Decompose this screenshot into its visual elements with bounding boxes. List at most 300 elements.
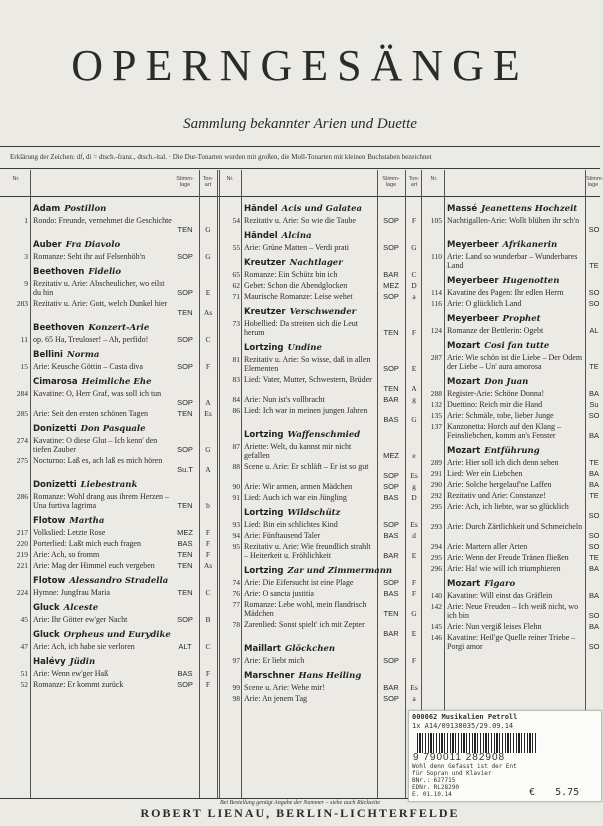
composer-heading — [244, 508, 340, 518]
entry-number: 78 — [232, 620, 240, 629]
col1-key-head: Ton-art — [202, 176, 214, 189]
voice-type: SOP — [383, 243, 399, 252]
entry-number: 293 — [430, 522, 442, 531]
key-signature: E — [411, 629, 417, 638]
key-signature: F — [411, 328, 417, 337]
entry-number: 51 — [20, 669, 28, 678]
composer-name: Lortzing — [244, 508, 284, 518]
composer-heading — [447, 276, 559, 286]
voice-type: BAR — [383, 395, 399, 404]
entry-title: Arie: Land so wunderbar – Wunderbares Land — [447, 252, 578, 270]
composer-heading — [33, 204, 106, 214]
aria-entry — [220, 620, 422, 638]
entry-number: 220 — [16, 539, 28, 548]
entry-title: Kavatine: O diese Glut – Ich kenn' den tiefen Zauber — [33, 436, 158, 454]
opera-title: Don Pasquale — [80, 424, 146, 434]
rule-top — [0, 146, 600, 147]
opera-title: Hans Heiling — [298, 671, 362, 681]
voice-type: AL — [589, 326, 599, 335]
entry-number: 90 — [232, 482, 240, 491]
key-signature: Es — [410, 683, 418, 692]
entry-number: 88 — [232, 462, 240, 471]
key-signature: Es — [410, 471, 418, 480]
entry-number: 124 — [430, 326, 442, 335]
aria-entry — [422, 622, 600, 631]
opera-title: Martha — [69, 516, 105, 526]
entry-number: 135 — [430, 411, 442, 420]
entry-number: 217 — [16, 528, 28, 537]
entry-number: 290 — [430, 480, 442, 489]
composer-name: Händel — [244, 231, 278, 241]
voice-type: BAS — [177, 669, 193, 678]
entry-title: Kavatine: Will einst das Gräflein — [447, 591, 553, 600]
composer-heading — [447, 579, 515, 589]
composer-name: Lortzing — [244, 343, 284, 353]
composer-name: Lortzing — [244, 430, 284, 440]
entry-title: Lied: Ich war in meinen jungen Jahren — [244, 406, 368, 415]
entry-number: 292 — [430, 491, 442, 500]
composer-name: Donizetti — [33, 480, 77, 490]
col1-nr-head: Nr. — [12, 176, 20, 182]
entry-number: 71 — [232, 292, 240, 301]
aria-entry — [422, 542, 600, 551]
aria-entry — [422, 411, 600, 420]
entry-title: Arie: Mag der Himmel euch vergeben — [33, 561, 155, 570]
key-signature: A — [205, 398, 211, 407]
voice-type: SO — [588, 642, 600, 651]
sticker-ednr: EDNr. RL28290 — [412, 784, 459, 791]
aria-entry — [220, 493, 422, 502]
voice-type: BAR — [383, 683, 399, 692]
entry-number: 97 — [232, 656, 240, 665]
voice-type: SO — [588, 611, 600, 620]
composer-name: Bellini — [33, 350, 63, 360]
entry-number: 45 — [20, 615, 28, 624]
entry-title: Porterlied: Laßt mich euch fragen — [33, 539, 141, 548]
aria-entry — [422, 252, 600, 270]
voice-type: SOP — [177, 398, 193, 407]
aria-entry — [0, 615, 219, 624]
entry-number: 81 — [232, 355, 240, 364]
composer-name: Adam — [33, 204, 61, 214]
aria-entry — [220, 319, 422, 337]
entry-number: 99 — [232, 683, 240, 692]
opera-title: Liebestrank — [80, 480, 138, 490]
entry-title: Nocturno: Laß es, ach laß es mich hören — [33, 456, 163, 465]
aria-entry — [220, 292, 422, 301]
composer-name: Mozart — [447, 579, 481, 589]
voice-type: TEN — [177, 561, 193, 570]
opera-title: Alceste — [63, 603, 99, 613]
entry-title: Arie: Wenn ew'ger Haß — [33, 669, 109, 678]
sticker-vendor: 000062 Musikalien Petroll — [412, 713, 518, 721]
aria-entry — [422, 326, 600, 335]
composer-heading — [33, 240, 120, 250]
voice-type: SOP — [383, 656, 399, 665]
entry-number: 76 — [232, 589, 240, 598]
entry-title: Arie: Ach, ich habe sie verloren — [33, 642, 135, 651]
entry-number: 84 — [232, 395, 240, 404]
entry-number: 77 — [232, 600, 240, 609]
composer-name: Flotow — [33, 576, 66, 586]
composer-heading — [33, 480, 137, 490]
entry-number: 74 — [232, 578, 240, 587]
entry-title: Arie: Keusche Göttin – Casta diva — [33, 362, 143, 371]
entry-number: 94 — [232, 531, 240, 540]
aria-entry — [0, 642, 219, 651]
entry-title: Arie: Nun ist's vollbracht — [244, 395, 325, 404]
col3-voice-head: Stimm-lage — [586, 176, 603, 189]
voice-type: BA — [588, 469, 599, 478]
entry-number: 295 — [430, 502, 442, 511]
entry-title: Rezitativ u. Arie: Abscheulicher, wo eilst du hin — [33, 279, 165, 297]
aria-entry — [0, 550, 219, 559]
composer-name: Halévy — [33, 657, 66, 667]
composer-heading — [244, 204, 362, 214]
entry-title: Lied: Bin ein schlichtes Kind — [244, 520, 338, 529]
aria-entry — [220, 482, 422, 491]
composer-name: Gluck — [33, 603, 60, 613]
composer-name: Kreutzer — [244, 258, 286, 268]
entry-title: Arie: Die Eifersucht ist eine Plage — [244, 578, 354, 587]
voice-type: SOP — [177, 615, 193, 624]
aria-entry — [220, 694, 422, 703]
price-sticker — [408, 710, 602, 802]
entry-title: op. 65 Ha, Treuloser! – Ah, perfido! — [33, 335, 149, 344]
composer-name: Maillart — [244, 644, 281, 654]
aria-entry — [422, 469, 600, 478]
voice-type: SOP — [383, 520, 399, 529]
opera-title: Hugenotten — [502, 276, 560, 286]
composer-heading — [33, 516, 104, 526]
key-signature: Es — [410, 520, 418, 529]
voice-type: TE — [589, 261, 599, 270]
key-signature: b — [206, 501, 210, 510]
key-signature: g — [412, 395, 416, 404]
aria-entry — [220, 395, 422, 404]
entry-title: Kanzonetta: Horch auf den Klang – Feinsliebchen, komm an's Fenster — [447, 422, 561, 440]
composer-heading — [33, 424, 146, 434]
voice-type: BAS — [383, 493, 399, 502]
key-signature: E — [411, 364, 417, 373]
entry-number: 62 — [232, 281, 240, 290]
key-signature: D — [411, 281, 417, 290]
aria-entry — [220, 542, 422, 560]
voice-type: MEZ — [383, 281, 399, 290]
entry-number: 11 — [20, 335, 28, 344]
aria-entry — [422, 502, 600, 520]
entry-title: Rezitativ u. Arie: So wie die Taube — [244, 216, 356, 225]
composer-heading — [33, 657, 95, 667]
voice-type: TEN — [177, 501, 193, 510]
key-signature: g — [412, 482, 416, 491]
opera-title: Nachtlager — [289, 258, 343, 268]
key-signature: F — [205, 669, 211, 678]
aria-entry — [220, 578, 422, 587]
voice-type: TEN — [177, 550, 193, 559]
opera-title: Heimliche Ehe — [81, 377, 152, 387]
entry-number: 140 — [430, 591, 442, 600]
key-signature: G — [411, 415, 417, 424]
entry-title: Arie: Neue Freuden – Ich weiß nicht, wo ich bin — [447, 602, 579, 620]
composer-name: Auber — [33, 240, 62, 250]
aria-entry — [422, 216, 600, 234]
barcode — [417, 733, 537, 753]
key-signature: F — [411, 656, 417, 665]
voice-type: BAS — [383, 589, 399, 598]
entry-number: 289 — [430, 458, 442, 467]
aria-entry — [422, 564, 600, 573]
voice-type: TEN — [383, 609, 399, 618]
aria-entry — [220, 243, 422, 252]
entry-title: Romanze: Seht ihr auf Felsenhöh'n — [33, 252, 146, 261]
voice-type: SO — [588, 542, 600, 551]
opera-title: Postillon — [64, 204, 107, 214]
voice-type: SOP — [383, 364, 399, 373]
col1-voice-head: Stimm-lage — [176, 176, 194, 189]
aria-entry — [422, 553, 600, 562]
key-signature: F — [411, 589, 417, 598]
aria-entry — [220, 683, 422, 692]
aria-entry — [220, 406, 422, 424]
voice-type: BAR — [383, 270, 399, 279]
entry-title: Arie: An jenem Tag — [244, 694, 308, 703]
entry-number: 291 — [430, 469, 442, 478]
entry-title: Kavatine des Pagen: Ihr edlen Herrn — [447, 288, 564, 297]
publisher-name: ROBERT LIENAU, BERLIN-LICHTERFELDE — [140, 806, 460, 820]
key-signature: G — [205, 445, 211, 454]
key-signature: F — [205, 528, 211, 537]
entry-number: 295 — [430, 553, 442, 562]
order-note: Bei Bestellung genügt Angabe der Nummer – siehe auch Rückseite — [219, 800, 380, 806]
opera-title: Jüdin — [69, 657, 96, 667]
entry-title: Gebet: Schon die Abendglocken — [244, 281, 348, 290]
voice-type: SOP — [177, 680, 193, 689]
opera-title: Acis und Galatea — [281, 204, 363, 214]
opera-title: Alessandro Stradella — [69, 576, 169, 586]
voice-type: TE — [589, 553, 599, 562]
opera-title: Afrikanerin — [502, 240, 558, 250]
aria-entry — [220, 520, 422, 529]
key-signature: Es — [204, 409, 212, 418]
key-signature: C — [205, 335, 211, 344]
entry-title: Arie: Solche hergelauf'ne Laffen — [447, 480, 552, 489]
entry-title: Arie: Fünftausend Taler — [244, 531, 321, 540]
opera-title: Fidelio — [88, 267, 122, 277]
key-signature: C — [205, 588, 211, 597]
opera-title: Figaro — [484, 579, 516, 589]
entry-title: Maurische Romanze: Leise wehet — [244, 292, 353, 301]
voice-type: BA — [588, 622, 599, 631]
entry-number: 114 — [431, 288, 442, 297]
opera-title: Cosi fan tutte — [484, 341, 550, 351]
aria-entry — [0, 436, 219, 454]
key-signature: G — [411, 243, 417, 252]
composer-name: Meyerbeer — [447, 314, 499, 324]
composer-name: Massé — [447, 204, 478, 214]
aria-entry — [220, 462, 422, 480]
sticker-date: E. 01.10.14 — [412, 791, 452, 798]
key-signature: B — [205, 615, 211, 624]
composer-name: Meyerbeer — [447, 240, 499, 250]
opera-title: Jeanettens Hochzeit — [481, 204, 578, 214]
aria-entry — [220, 600, 422, 618]
opera-title: Zar und Zimmermann — [287, 566, 393, 576]
entry-number: 287 — [430, 353, 442, 362]
voice-type: SOP — [177, 362, 193, 371]
voice-type: BAS — [383, 415, 399, 424]
aria-entry — [0, 456, 219, 474]
entry-title: Arie: Wie schön ist die Liebe – Der Odem der Liebe – Un' aura amorosa — [447, 353, 583, 371]
entry-title: Arie: Hier soll ich dich denn sehen — [447, 458, 559, 467]
entry-number: 47 — [20, 642, 28, 651]
voice-type: TEN — [383, 328, 399, 337]
entry-title: Arie: O glücklich Land — [447, 299, 522, 308]
entry-number: 73 — [232, 319, 240, 328]
opera-title: Glöckchen — [284, 644, 336, 654]
entry-title: Arie: O sancta justitia — [244, 589, 314, 598]
aria-entry — [220, 656, 422, 665]
page-subtitle: Sammlung bekannter Arien und Duette — [183, 116, 417, 132]
composer-heading — [447, 314, 541, 324]
entry-number: 219 — [16, 550, 28, 559]
entry-title: Nachtigallen-Arie: Wollt blühen ihr sch'n — [447, 216, 580, 225]
voice-type: ALT — [178, 642, 192, 651]
aria-entry — [0, 588, 219, 597]
composer-name: Meyerbeer — [447, 276, 499, 286]
price-value: 5.75 — [555, 787, 580, 798]
key-signature: E — [411, 551, 417, 560]
aria-entry — [220, 531, 422, 540]
entry-title: Arie: Grüne Matten – Verdi prati — [244, 243, 349, 252]
voice-type: BA — [588, 389, 599, 398]
voice-type: SOP — [383, 694, 399, 703]
aria-entry — [0, 299, 219, 317]
composer-heading — [244, 258, 343, 268]
entry-number: 286 — [16, 492, 28, 501]
sticker-order-ref: 1x A14/09138035/29.09.14 — [412, 722, 514, 730]
composer-heading — [33, 267, 121, 277]
sticker-title: Wohl denn Gefasst ist der Ent — [412, 763, 517, 770]
composer-heading — [244, 644, 335, 654]
entry-title: Arie: Durch Zärtlichkeit und Schmeicheln — [447, 522, 583, 531]
aria-entry — [0, 279, 219, 297]
legend-note: Erklärung der Zeichen: df, di = dtsch.-franz., dtsch.-ital. · Die Dur-Tonarten wurden mit großen, die Moll-Tonarten mit kleinen Buchstaben bezeichnet — [10, 153, 432, 161]
sticker-scoring: für Sopran und Klavier — [412, 770, 492, 777]
key-signature: C — [205, 642, 211, 651]
entry-title: Arie: Ha! wie will ich triumphieren — [447, 564, 561, 573]
aria-entry — [0, 561, 219, 570]
key-signature: F — [411, 216, 417, 225]
composer-name: Beethoven — [33, 267, 85, 277]
aria-entry — [422, 288, 600, 297]
aria-entry — [422, 299, 600, 308]
composer-heading — [447, 240, 557, 250]
aria-entry — [0, 528, 219, 537]
voice-type: SO — [588, 288, 600, 297]
entry-number: 146 — [430, 633, 442, 642]
entry-title: Duettino: Reich mir die Hand — [447, 400, 543, 409]
entry-number: 93 — [232, 520, 240, 529]
entry-number: 3 — [24, 252, 28, 261]
voice-type: BAS — [177, 539, 193, 548]
voice-type: SOP — [383, 578, 399, 587]
entry-number: 105 — [430, 216, 442, 225]
opera-title: Prophet — [502, 314, 541, 324]
voice-type: SO — [588, 511, 600, 520]
col2-key-head: Ton-art — [408, 176, 420, 189]
entry-title: Romanze der Bettlerin: Ogebt — [447, 326, 544, 335]
entry-number: 52 — [20, 680, 28, 689]
aria-entry — [0, 680, 219, 689]
entry-title: Arie: Seit den ersten schönen Tagen — [33, 409, 149, 418]
voice-type: SOP — [177, 252, 193, 261]
opera-title: Waffenschmied — [287, 430, 361, 440]
entry-title: Scene u. Arie: Er schläft – Er ist so gut — [244, 462, 369, 471]
catalogue-column-2 — [220, 170, 422, 798]
opera-title: Norma — [66, 350, 100, 360]
entry-title: Arie: Ihr Götter ew'ger Nacht — [33, 615, 128, 624]
voice-type: SOP — [383, 292, 399, 301]
aria-entry — [220, 589, 422, 598]
key-signature: F — [205, 550, 211, 559]
entry-number: 296 — [430, 564, 442, 573]
key-signature: G — [205, 252, 211, 261]
entry-number: 288 — [430, 389, 442, 398]
aria-entry — [0, 335, 219, 344]
opera-title: Don Juan — [484, 377, 529, 387]
voice-type: BA — [588, 591, 599, 600]
key-signature: D — [411, 493, 417, 502]
aria-entry — [220, 355, 422, 373]
aria-entry — [0, 539, 219, 548]
entry-number: 142 — [430, 602, 442, 611]
entry-title: Lied: Vater, Mutter, Schwestern, Brüder — [244, 375, 372, 384]
entry-title: Rezitativ u. Arie: So wisse, daß in allen Elementen — [244, 355, 371, 373]
entry-number: 95 — [232, 542, 240, 551]
voice-type: BAR — [383, 629, 399, 638]
composer-heading — [447, 204, 577, 214]
entry-title: Arie: Martern aller Arten — [447, 542, 528, 551]
entry-title: Arie: Er liebt mich — [244, 656, 305, 665]
voice-type: BA — [588, 480, 599, 489]
entry-title: Rezitativ u. Arie: Gott, welch Dunkel hier — [33, 299, 168, 308]
opera-title: Fra Diavolo — [65, 240, 121, 250]
key-signature: e — [412, 451, 416, 460]
aria-entry — [422, 353, 600, 371]
entry-title: Lied: Auch ich war ein Jüngling — [244, 493, 347, 502]
voice-type: SOP — [383, 482, 399, 491]
aria-entry — [220, 216, 422, 225]
key-signature: F — [205, 362, 211, 371]
entry-title: Rezitativ u. Arie: Wie freundlich strahlt – Heiterkeit u. Fröhlichkeit — [244, 542, 371, 560]
aria-entry — [422, 522, 600, 540]
aria-entry — [220, 281, 422, 290]
voice-type: SO — [588, 411, 600, 420]
voice-type: TEN — [177, 308, 193, 317]
key-signature: F — [205, 680, 211, 689]
aria-entry — [422, 389, 600, 398]
entry-title: Register-Arie: Schöne Donna! — [447, 389, 545, 398]
key-signature: d — [412, 531, 416, 540]
aria-entry — [0, 216, 219, 234]
key-signature: a — [412, 694, 416, 703]
composer-name: Marschner — [244, 671, 295, 681]
entry-number: 274 — [16, 436, 28, 445]
col3-nr-head: Nr. — [430, 176, 438, 182]
aria-entry — [422, 491, 600, 500]
opera-title: Konzert-Arie — [88, 323, 150, 333]
